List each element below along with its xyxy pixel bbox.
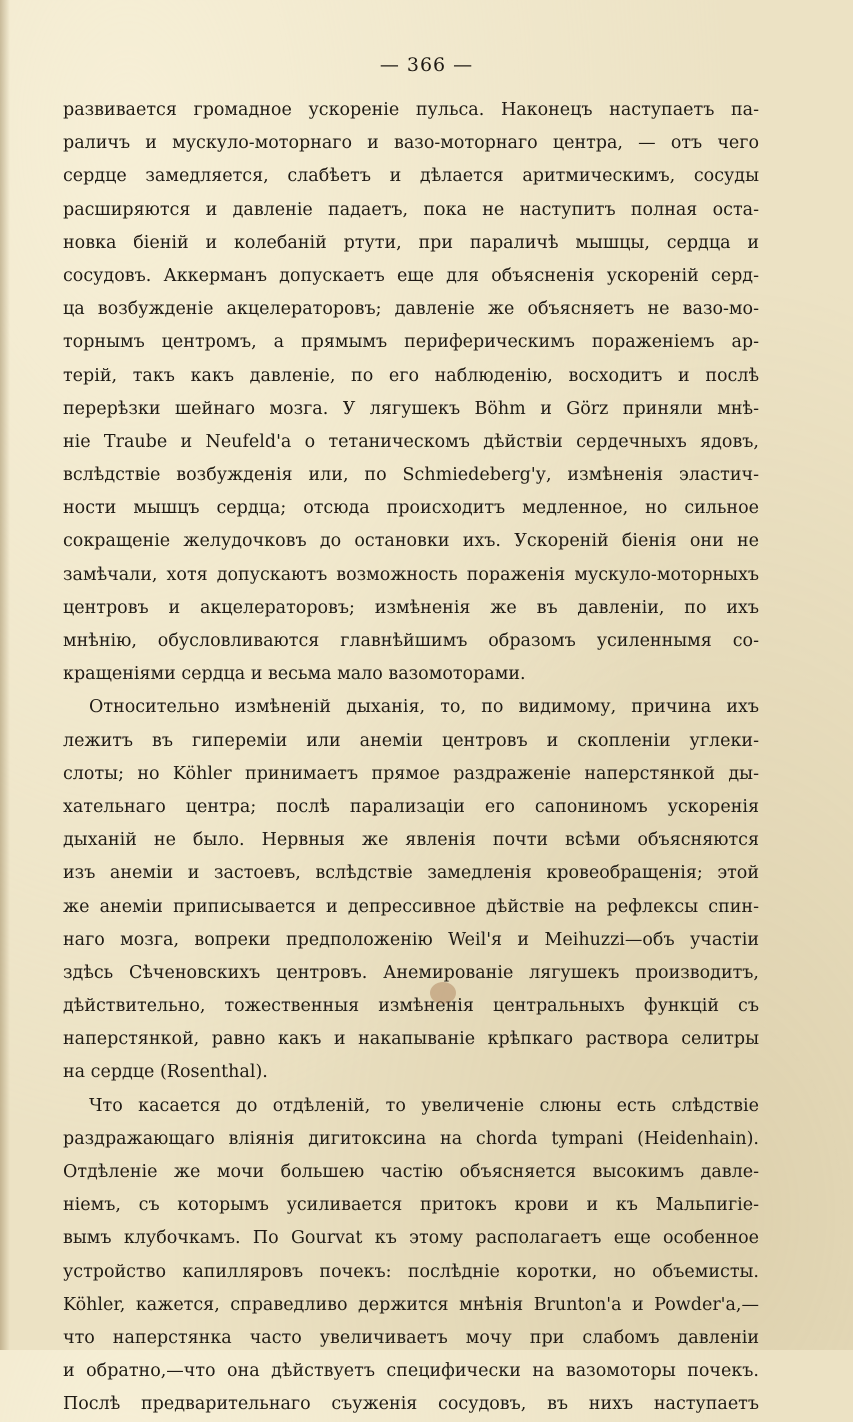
- text-line: вымъ клубочкамъ. По Gourvat къ этому располагаетъ еще особенное: [63, 1228, 759, 1249]
- text-line: кращеніями сердца и весьма мало вазомоторами.: [63, 664, 526, 685]
- body-text: [63, 94, 759, 1422]
- text-line: сосудовъ. Аккерманъ допускаетъ еще для объясненія ускореній серд-: [63, 265, 759, 286]
- page-number: — 366 —: [379, 54, 474, 76]
- text-line: же анеміи приписывается и депрессивное дѣйствіе на рефлексы спин-: [63, 896, 759, 917]
- text-line: терій, такъ какъ давленіе, по его наблюденію, восходитъ и послѣ: [63, 365, 759, 386]
- text-line: вслѣдствіе возбужденія или, по Schmiedeberg'у, измѣненія эластич-: [63, 465, 759, 486]
- ink-stain: [430, 982, 456, 1004]
- text-line: и обратно,—что она дѣйствуетъ специфически на вазомоторы почекъ.: [63, 1361, 759, 1382]
- text-line: новка біеній и колебаній ртути, при параличѣ мышцы, сердца и: [63, 232, 759, 253]
- text-line: хательнаго центра; послѣ парализаціи его сапониномъ ускоренія: [63, 796, 759, 817]
- text-line: ніе Traube и Neufeld'а о тетаническомъ дѣйствіи сердечныхъ ядовъ,: [63, 431, 759, 452]
- text-line: изъ анеміи и застоевъ, вслѣдствіе замедленія кровеобращенія; этой: [63, 863, 759, 884]
- text-line: на сердце (Rosenthal).: [63, 1062, 268, 1083]
- text-line: замѣчали, хотя допускаютъ возможность пораженія мускуло-моторныхъ: [63, 564, 759, 585]
- text-line: ніемъ, съ которымъ усиливается притокъ крови и къ Мальпигіе-: [63, 1195, 759, 1216]
- text-line: перерѣзки шейнаго мозга. У лягушекъ Böhm и Görz приняли мнѣ-: [63, 398, 759, 419]
- text-line: Относительно измѣненій дыханія, то, по видимому, причина ихъ: [89, 697, 759, 718]
- text-line: сердце замедляется, слабѣетъ и дѣлается аритмическимъ, сосуды: [63, 166, 759, 187]
- text-line: ности мышцъ сердца; отсюда происходитъ медленное, но сильное: [63, 498, 759, 519]
- text-line: здѣсь Сѣченовскихъ центровъ. Анемированіе лягушекъ производитъ,: [63, 962, 759, 983]
- text-line: развивается громадное ускореніе пульса. Наконецъ наступаетъ па-: [63, 100, 759, 120]
- text-line: наго мозга, вопреки предположенію Weil'я и Meihuzzi—объ участіи: [63, 929, 759, 950]
- text-line: сокращеніе желудочковъ до остановки ихъ. Ускореній біенія они не: [63, 531, 759, 552]
- text-line: Отдѣленіе же мочи большею частію объясняется высокимъ давле-: [63, 1162, 759, 1182]
- text-line: слоты; но Köhler принимаетъ прямое раздраженіе наперстянкой ды-: [63, 763, 759, 784]
- text-line: раличъ и мускуло-моторнаго и вазо-моторнаго центра, — отъ чего: [63, 133, 759, 154]
- text-line: дѣйствительно, тожественныя измѣненія центральныхъ функцій съ: [63, 996, 759, 1017]
- text-line: лежитъ въ гипереміи или анеміи центровъ и скопленіи углеки-: [63, 730, 759, 751]
- text-line: что наперстянка часто увеличиваетъ мочу при слабомъ давленіи: [63, 1327, 759, 1348]
- text-line: мнѣнію, обусловливаются главнѣйшимъ образомъ усиленнымя со-: [63, 631, 759, 651]
- text-line: ца возбужденіе акцелераторовъ; давленіе же объясняетъ не вазо-мо-: [63, 299, 759, 320]
- text-line: центровъ и акцелераторовъ; измѣненія же въ давленіи, по ихъ: [63, 597, 759, 618]
- text-line: дыханій не было. Нервныя же явленія почти всѣми объясняются: [63, 830, 759, 851]
- text-line: раздражающаго вліянія дигитоксина на chorda tympani (Heidenhain).: [63, 1128, 759, 1149]
- text-line: наперстянкой, равно какъ и накапываніе крѣпкаго раствора селитры: [63, 1029, 759, 1050]
- text-line: расширяются и давленіе падаетъ, пока не наступитъ полная оста-: [63, 199, 759, 220]
- text-line: торнымъ центромъ, а прямымъ периферическимъ пораженіемъ ар-: [63, 332, 759, 353]
- text-line: устройство капилляровъ почекъ: послѣдніе коротки, но объемисты.: [63, 1261, 759, 1282]
- text-line: Köhler, кажется, справедливо держится мнѣнія Brunton'а и Powder'а,—: [63, 1294, 759, 1315]
- text-line: Что касается до отдѣленій, то увеличеніе слюны есть слѣдствіе: [89, 1095, 759, 1116]
- page-left-edge: [0, 0, 10, 1350]
- text-line: Послѣ предварительнаго съуженія сосудовъ, въ нихъ наступаетъ: [63, 1394, 759, 1415]
